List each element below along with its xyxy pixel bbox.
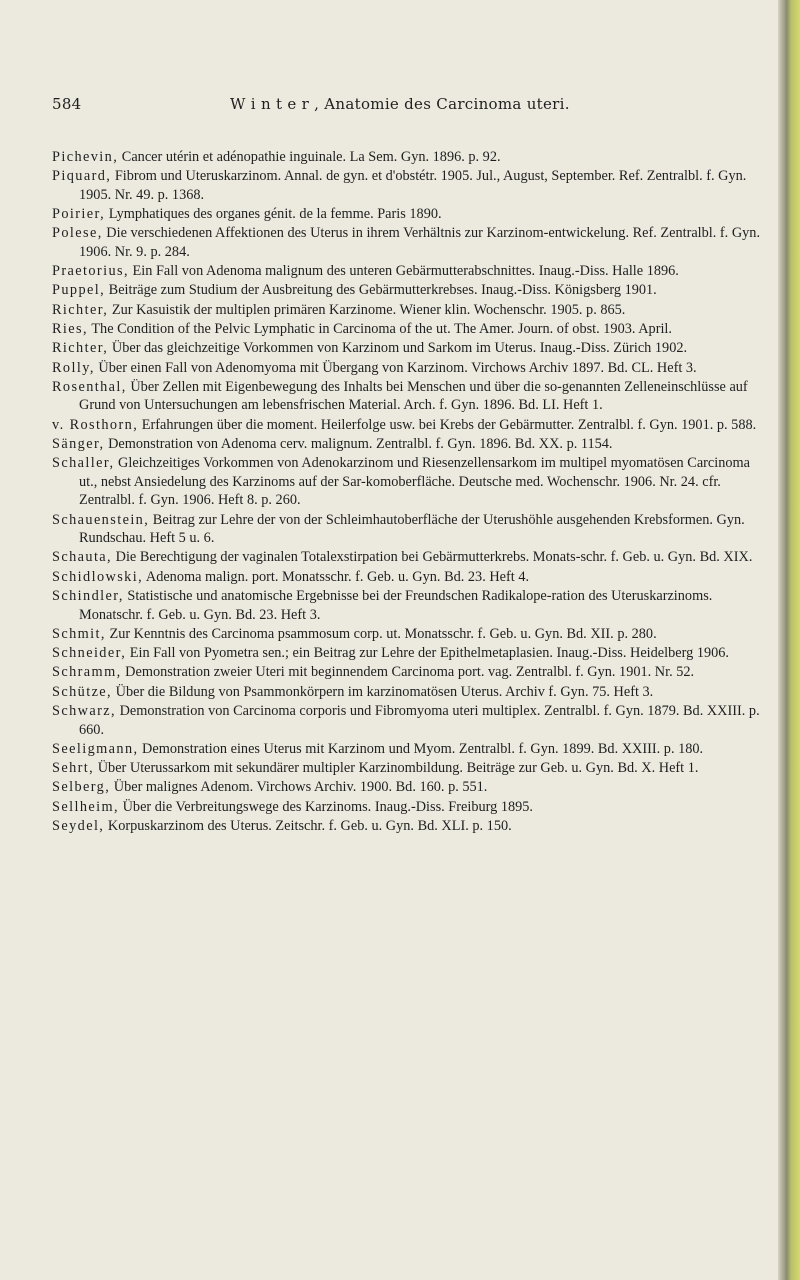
reference-entry bbox=[52, 301, 764, 320]
reference-author: Schneider, bbox=[52, 645, 127, 662]
reference-entry bbox=[52, 454, 764, 510]
reference-entry bbox=[52, 548, 764, 567]
reference-text: Ein Fall von Pyometra sen.; ein Beitrag zur Lehre der Epithelmetaplasien. Inaug.-Diss. Heidelberg 1906. bbox=[126, 645, 729, 662]
running-title: W i n t e r , Anatomie des Carcinoma uteri. bbox=[230, 95, 570, 113]
reference-author: Poirier, bbox=[52, 206, 106, 223]
reference-author: Polese, bbox=[52, 225, 103, 242]
reference-text: Demonstration eines Uterus mit Karzinom und Myom. Zentralbl. f. Gyn. 1899. Bd. XXIII. p. 180. bbox=[138, 740, 704, 757]
reference-text: Beiträge zum Studium der Ausbreitung des Gebärmutterkrebses. Inaug.-Diss. Königsberg 1901. bbox=[105, 282, 657, 299]
reference-entry bbox=[52, 148, 764, 167]
reference-entry bbox=[52, 320, 764, 339]
reference-text: Über Zellen mit Eigenbewegung des Inhalts bei Menschen und über die so-genannten Zelleneinschlüsse auf Grund von Untersuchungen am lebensfrischen Material. Arch. f. Gyn. 1896. Bd. LI. Heft 1. bbox=[79, 378, 748, 414]
reference-entry bbox=[52, 817, 764, 836]
reference-entry bbox=[52, 798, 764, 817]
reference-entry bbox=[52, 740, 764, 759]
reference-author: Pichevin, bbox=[52, 149, 119, 165]
reference-entry bbox=[52, 683, 764, 702]
reference-entry bbox=[52, 359, 764, 378]
reference-text: Ein Fall von Adenoma malignum des unteren Gebärmutterabschnittes. Inaug.-Diss. Halle 1896. bbox=[128, 263, 679, 280]
reference-entry bbox=[52, 339, 764, 358]
reference-text: Zur Kenntnis des Carcinoma psammosum corp. ut. Monatsschr. f. Geb. u. Gyn. Bd. XII. p. 280. bbox=[105, 625, 657, 642]
reference-entry bbox=[52, 416, 764, 435]
reference-entry bbox=[52, 778, 764, 797]
reference-entry bbox=[52, 759, 764, 778]
reference-entry bbox=[52, 511, 764, 548]
reference-text: Die verschiedenen Affektionen des Uterus in ihrem Verhältnis zur Karzinom-entwickelung. Ref. Zentralbl. f. Gyn. 1906. Nr. 9. p. 284. bbox=[79, 225, 761, 260]
reference-author: Sellheim, bbox=[52, 798, 120, 815]
reference-entry bbox=[52, 702, 764, 739]
reference-author: Sänger, bbox=[52, 436, 105, 453]
reference-text: Über einen Fall von Adenomyoma mit Übergang von Karzinom. Virchows Archiv 1897. Bd. CL. Heft 3. bbox=[94, 359, 697, 376]
reference-text: Über Uterussarkom mit sekundärer multipler Karzinombildung. Beiträge zur Geb. u. Gyn. Bd. X. Heft 1. bbox=[94, 760, 699, 777]
reference-author: Seydel, bbox=[52, 818, 105, 835]
reference-author: Schütze, bbox=[52, 683, 113, 700]
reference-text: Adenoma malign. port. Monatsschr. f. Geb. u. Gyn. Bd. 23. Heft 4. bbox=[143, 568, 530, 585]
reference-author: Schidlowski, bbox=[52, 568, 144, 585]
reference-author: Schmit, bbox=[52, 625, 106, 642]
reference-entry bbox=[52, 224, 764, 261]
reference-text: The Condition of the Pelvic Lymphatic in Carcinoma of the ut. The Amer. Journ. of obst. 1903. April. bbox=[88, 321, 672, 338]
reference-entry bbox=[52, 568, 764, 587]
reference-text: Gleichzeitiges Vorkommen von Adenokarzinom und Riesenzellensarkom im multipel myomatösen Carcinoma ut., nebst Ansiedelung des Karzinoms auf der Sar-komoberfläche. Deutsche med. Wochenschr. 1906. Nr. 24. cfr. Zentralbl. f. Gyn. 1906. Heft 8. p. 260. bbox=[79, 455, 751, 509]
reference-text: Erfahrungen über die moment. Heilerfolge usw. bei Krebs der Gebärmutter. Zentralbl. f. Gyn. 1901. p. 588. bbox=[138, 416, 757, 433]
reference-author: Seeligmann, bbox=[52, 740, 139, 757]
reference-author: v. Rosthorn, bbox=[52, 416, 139, 433]
reference-entry bbox=[52, 262, 764, 281]
reference-author: Richter, bbox=[52, 301, 109, 318]
reference-author: Richter, bbox=[52, 340, 109, 357]
reference-text: Beitrag zur Lehre der von der Schleimhautoberfläche der Uterushöhle ausgehenden Krebsformen. Gyn. Rundschau. Heft 5 u. 6. bbox=[79, 511, 745, 547]
reference-text: Über das gleichzeitige Vorkommen von Karzinom und Sarkom im Uterus. Inaug.-Diss. Zürich 1902. bbox=[108, 340, 688, 357]
reference-text: Über die Verbreitungswege des Karzinoms. Inaug.-Diss. Freiburg 1895. bbox=[119, 798, 534, 815]
reference-text: Demonstration von Carcinoma corporis und Fibromyoma uteri multiplex. Zentralbl. f. Gyn. 1879. Bd. XXIII. p. 660. bbox=[79, 703, 760, 738]
reference-entry bbox=[52, 663, 764, 682]
reference-author: Ries, bbox=[52, 321, 88, 338]
reference-author: Schauenstein, bbox=[52, 511, 150, 528]
reference-text: Demonstration von Adenoma cerv. malignum. Zentralbl. f. Gyn. 1896. Bd. XX. p. 1154. bbox=[104, 436, 613, 453]
reference-text: Die Berechtigung der vaginalen Totalexstirpation bei Gebärmutterkrebs. Monats-schr. f. Geb. u. Gyn. Bd. XIX. bbox=[112, 549, 753, 566]
reference-author: Piquard, bbox=[52, 168, 112, 185]
reference-author: Schindler, bbox=[52, 588, 124, 605]
reference-author: Schauta, bbox=[52, 549, 113, 566]
reference-author: Schaller, bbox=[52, 455, 115, 472]
reference-entry bbox=[52, 587, 764, 624]
reference-entry bbox=[52, 625, 764, 644]
reference-entry bbox=[52, 378, 764, 415]
reference-entry bbox=[52, 167, 764, 204]
reference-text: Über die Bildung von Psammonkörpern im karzinomatösen Uterus. Archiv f. Gyn. 75. Heft 3. bbox=[112, 683, 654, 700]
reference-entry bbox=[52, 644, 764, 663]
reference-author: Rolly, bbox=[52, 359, 95, 376]
reference-entry bbox=[52, 435, 764, 454]
reference-author: Schramm, bbox=[52, 664, 122, 681]
page-edge-shadow bbox=[778, 0, 800, 1280]
reference-author: Schwarz, bbox=[52, 703, 116, 720]
reference-text: Demonstration zweier Uteri mit beginnendem Carcinoma port. vag. Zentralbl. f. Gyn. 1901. Nr. 52. bbox=[121, 664, 695, 681]
reference-text: Über malignes Adenom. Virchows Archiv. 1900. Bd. 160. p. 551. bbox=[110, 779, 488, 796]
reference-list bbox=[52, 148, 764, 836]
page-number: 584 bbox=[52, 95, 82, 113]
reference-entry bbox=[52, 281, 764, 300]
reference-text: Korpuskarzinom des Uterus. Zeitschr. f. Geb. u. Gyn. Bd. XLI. p. 150. bbox=[104, 818, 512, 835]
reference-author: Sehrt, bbox=[52, 760, 95, 777]
reference-text: Cancer utérin et adénopathie inguinale. La Sem. Gyn. 1896. p. 92. bbox=[118, 149, 501, 165]
reference-author: Praetorius, bbox=[52, 263, 129, 280]
reference-text: Zur Kasuistik der multiplen primären Karzinome. Wiener klin. Wochenschr. 1905. p. 865. bbox=[108, 301, 626, 318]
reference-author: Puppel, bbox=[52, 282, 106, 299]
reference-author: Selberg, bbox=[52, 779, 111, 796]
reference-text: Lymphatiques des organes génit. de la femme. Paris 1890. bbox=[105, 206, 442, 223]
reference-text: Fibrom und Uteruskarzinom. Annal. de gyn. et d'obstétr. 1905. Jul., August, September. Ref. Zentralbl. f. Gyn. 1905. Nr. 49. p. 1368. bbox=[79, 168, 747, 203]
reference-text: Statistische und anatomische Ergebnisse bei der Freundschen Radikalope-ration des Uteruskarzinoms. Monatschr. f. Geb. u. Gyn. Bd. 23. Heft 3. bbox=[79, 588, 713, 623]
reference-author: Rosenthal, bbox=[52, 378, 127, 395]
reference-entry bbox=[52, 205, 764, 224]
